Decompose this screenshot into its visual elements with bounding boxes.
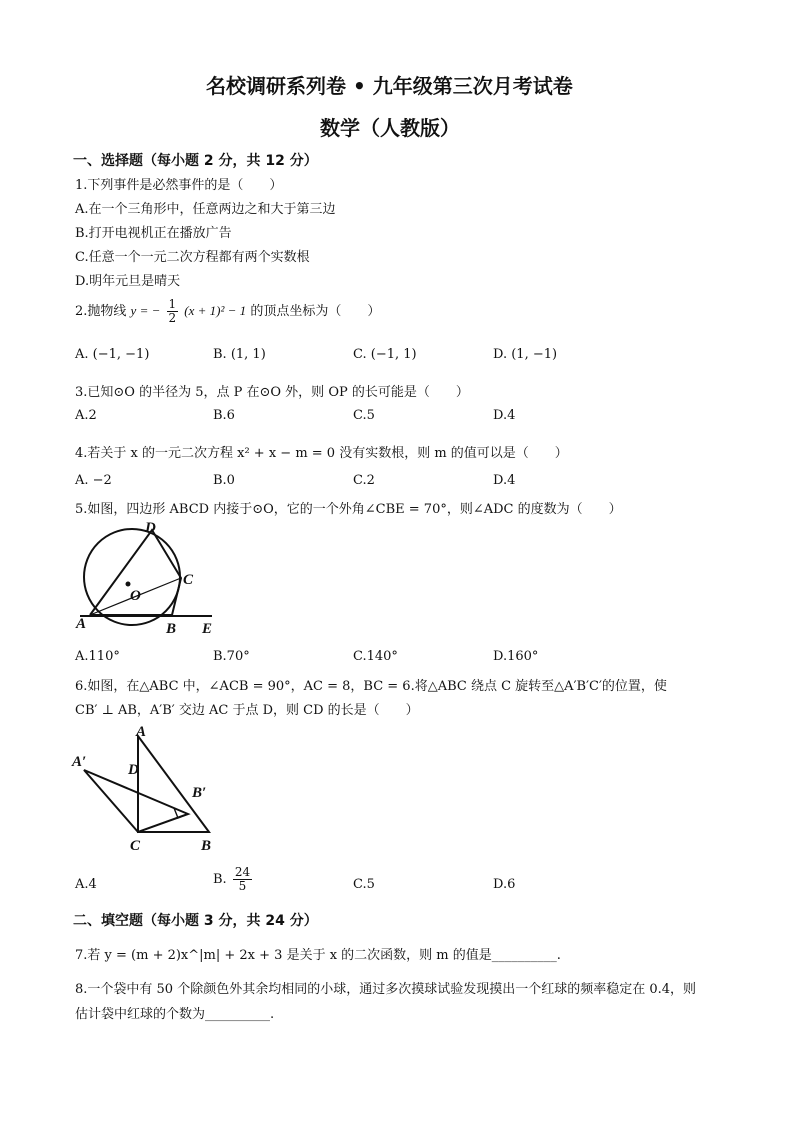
q1-option-d: D.明年元旦是晴天 — [75, 274, 181, 289]
q5-option-a: A.110° — [75, 649, 120, 664]
q3-option-d: D.4 — [493, 408, 516, 423]
q6-option-a: A.4 — [75, 877, 97, 892]
q1-stem: 1.下列事件是必然事件的是（ ） — [75, 178, 283, 193]
q2-option-c: C. (−1, 1) — [353, 347, 417, 362]
q4-stem: 4.若关于 x 的一元二次方程 x² + x − m = 0 没有实数根，则 m 的值可以是（ ） — [75, 446, 568, 461]
q8-line1: 8.一个袋中有 50 个除颜色外其余均相同的小球，通过多次摸球试验发现摸出一个红球的频率稳定在 0.4，则 — [75, 982, 697, 997]
q5-label-b: B — [166, 621, 177, 637]
q5-stem: 5.如图，四边形 ABCD 内接于⊙O，它的一个外角∠CBE = 70°，则∠ADC 的度数为（ ） — [75, 502, 622, 517]
q2-frac-den: 2 — [168, 311, 177, 325]
q6-option-d: D.6 — [493, 877, 516, 892]
q6-label-a-prime: A′ — [72, 754, 87, 770]
q2-formula-left: y = − — [130, 303, 161, 318]
q4-option-c: C.2 — [353, 473, 375, 488]
q2-option-d: D. (1, −1) — [493, 347, 558, 362]
q3-option-a: A.2 — [75, 408, 97, 423]
q5-center-dot — [126, 582, 131, 587]
q6-option-b-num: 24 — [234, 865, 251, 879]
q3-option-c: C.5 — [353, 408, 375, 423]
q6-label-a: A — [136, 724, 147, 740]
q8-line2: 估计袋中红球的个数为__________. — [75, 1007, 275, 1022]
q6-option-b-den: 5 — [238, 879, 247, 893]
q3-stem: 3.已知⊙O 的半径为 5，点 P 在⊙O 外，则 OP 的长可能是（ ） — [75, 385, 469, 400]
q6-label-b: B — [201, 838, 212, 854]
exam-title: 名校调研系列卷 • 九年级第三次月考试卷 — [206, 74, 573, 98]
q6-label-c: C — [130, 838, 141, 854]
q6-figure — [70, 722, 230, 857]
q4-option-b: B.0 — [213, 473, 235, 488]
q2-prefix: 2.抛物线 — [75, 304, 127, 319]
q2-frac-num: 1 — [168, 297, 177, 311]
section-choice-heading: 一、选择题（每小题 2 分，共 12 分） — [73, 153, 318, 169]
q3-option-b: B.6 — [213, 408, 235, 423]
q6-triangle-abc — [138, 736, 209, 832]
q4-option-d: D.4 — [493, 473, 516, 488]
q1-option-b: B.打开电视机正在播放广告 — [75, 226, 232, 241]
q6-label-d: D — [128, 762, 139, 778]
q6-option-c: C.5 — [353, 877, 375, 892]
q5-option-c: C.140° — [353, 649, 398, 664]
q5-option-b: B.70° — [213, 649, 250, 664]
q2-suffix: 的顶点坐标为（ ） — [250, 304, 381, 319]
q6-stem-line1: 6.如图，在△ABC 中，∠ACB = 90°，AC = 8，BC = 6.将△ABC 绕点 C 旋转至△A′B′C′的位置，使 — [75, 679, 667, 694]
q5-circle — [84, 529, 180, 625]
q7-stem: 7.若 y = (m + 2)x^|m| + 2x + 3 是关于 x 的二次函数，则 m 的值是__________. — [75, 948, 561, 963]
q2-stem — [75, 298, 380, 325]
q5-label-a: A — [76, 616, 87, 632]
q4-option-a: A. −2 — [75, 473, 112, 488]
section-fill-heading: 二、填空题（每小题 3 分，共 24 分） — [73, 913, 318, 929]
q2-option-b: B. (1, 1) — [213, 347, 266, 362]
q6-label-b-prime: B′ — [192, 785, 207, 801]
q2-formula-right: (x + 1)² − 1 — [184, 303, 247, 318]
q1-option-a: A.在一个三角形中，任意两边之和大于第三边 — [75, 202, 336, 217]
q2-fraction — [167, 298, 179, 325]
q6-triangle-a-prime-b-prime-c — [84, 770, 188, 832]
q6-option-b-fraction — [233, 866, 252, 893]
q5-label-e: E — [202, 621, 213, 637]
q5-option-d: D.160° — [493, 649, 539, 664]
q6-option-b — [213, 866, 254, 893]
q5-label-o: O — [130, 588, 141, 604]
q2-option-a: A. (−1, −1) — [75, 347, 150, 362]
q6-stem-line2: CB′ ⊥ AB，A′B′ 交边 AC 于点 D，则 CD 的长是（ ） — [75, 703, 419, 718]
q5-label-c: C — [183, 572, 194, 588]
q6-option-b-prefix: B. — [213, 872, 227, 887]
q1-option-c: C.任意一个一元二次方程都有两个实数根 — [75, 250, 310, 265]
q5-figure — [70, 520, 230, 640]
exam-subtitle: 数学（人教版） — [320, 116, 460, 140]
q5-label-d: D — [145, 520, 156, 536]
